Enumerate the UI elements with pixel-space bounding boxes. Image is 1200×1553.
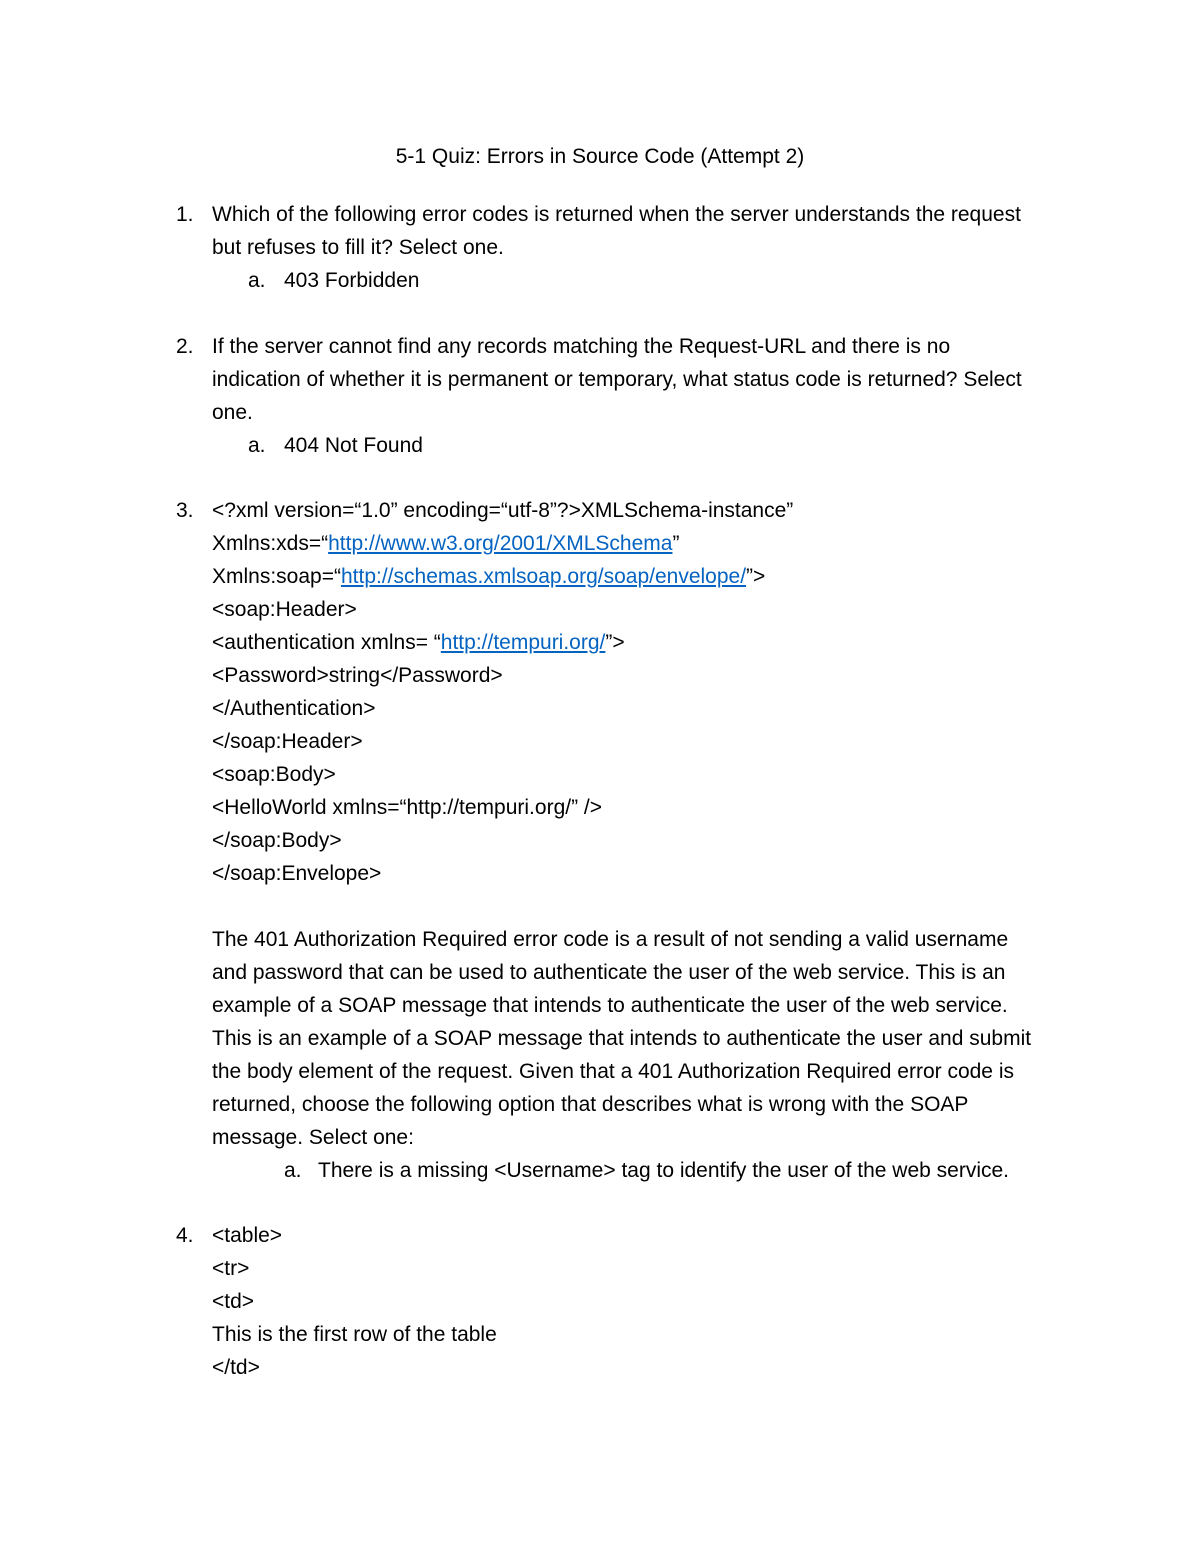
code-line-12: </soap:Envelope> xyxy=(212,862,382,885)
q4-code-line-1: <table> xyxy=(212,1224,283,1247)
question-4-number: 4. xyxy=(176,1224,194,1247)
question-3-number: 3. xyxy=(176,499,194,522)
code-line-3-prefix: Xmlns:soap=“ xyxy=(212,565,341,588)
question-1-line-1: Which of the following error codes is returned when the server understands the request xyxy=(212,203,1021,226)
question-1-line-2: but refuses to fill it? Select one. xyxy=(212,236,504,259)
q4-code-line-2: <tr> xyxy=(212,1257,250,1280)
paragraph-line-5: the body element of the request. Given that a 401 Authorization Required error code is xyxy=(212,1060,1014,1083)
code-line-4: <soap:Header> xyxy=(212,598,357,621)
paragraph-line-7: message. Select one: xyxy=(212,1126,414,1149)
code-line-11: </soap:Body> xyxy=(212,829,342,852)
question-1-answer-letter: a. xyxy=(248,269,266,292)
code-line-1: <?xml version=“1.0” encoding=“utf-8”?>XMLSchema-instance” xyxy=(212,499,794,522)
code-line-6: <Password>string</Password> xyxy=(212,664,503,687)
code-line-8: </soap:Header> xyxy=(212,730,363,753)
code-line-2-prefix: Xmlns:xds=“ xyxy=(212,532,329,555)
q4-code-line-5: </td> xyxy=(212,1356,260,1379)
paragraph-line-3: example of a SOAP message that intends to authenticate the user of the web service. xyxy=(212,994,1008,1017)
question-2-line-1: If the server cannot find any records matching the Request-URL and there is no xyxy=(212,335,951,358)
question-2-number: 2. xyxy=(176,335,194,358)
code-line-2 xyxy=(212,530,679,558)
question-2-line-3: one. xyxy=(212,401,253,424)
code-line-10: <HelloWorld xmlns=“http://tempuri.org/” /> xyxy=(212,796,603,819)
question-2-answer-letter: a. xyxy=(248,434,266,457)
soap-envelope-link[interactable]: http://schemas.xmlsoap.org/soap/envelope/ xyxy=(340,565,747,588)
question-3-answer-letter: a. xyxy=(284,1159,302,1182)
page-title: 5-1 Quiz: Errors in Source Code (Attempt 2) xyxy=(395,145,805,168)
code-line-5-suffix: ”> xyxy=(605,631,625,654)
code-line-5-prefix: <authentication xmlns= “ xyxy=(212,631,441,654)
q4-code-line-4: This is the first row of the table xyxy=(212,1323,497,1346)
question-2-line-2: indication of whether it is permanent or temporary, what status code is returned? Select xyxy=(212,368,1022,391)
code-line-2-suffix: ” xyxy=(672,532,680,555)
question-1-answer: 403 Forbidden xyxy=(284,269,420,292)
code-line-3-suffix: ”> xyxy=(746,565,766,588)
paragraph-line-4: This is an example of a SOAP message that intends to authenticate the user and submit xyxy=(212,1027,1032,1050)
question-2-answer: 404 Not Found xyxy=(284,434,423,457)
question-1-number: 1. xyxy=(176,203,194,226)
code-line-3 xyxy=(212,563,765,591)
paragraph-line-1: The 401 Authorization Required error code is a result of not sending a valid username xyxy=(212,928,1009,951)
xml-schema-link[interactable]: http://www.w3.org/2001/XMLSchema xyxy=(328,532,673,555)
code-line-5 xyxy=(212,629,625,657)
tempuri-link[interactable]: http://tempuri.org/ xyxy=(440,631,606,654)
code-line-7: </Authentication> xyxy=(212,697,376,720)
paragraph-line-2: and password that can be used to authenticate the user of the web service. This is an xyxy=(212,961,1006,984)
question-3-answer: There is a missing <Username> tag to identify the user of the web service. xyxy=(318,1159,1010,1182)
q4-code-line-3: <td> xyxy=(212,1290,255,1313)
paragraph-line-6: returned, choose the following option that describes what is wrong with the SOAP xyxy=(212,1093,969,1116)
code-line-9: <soap:Body> xyxy=(212,763,336,786)
